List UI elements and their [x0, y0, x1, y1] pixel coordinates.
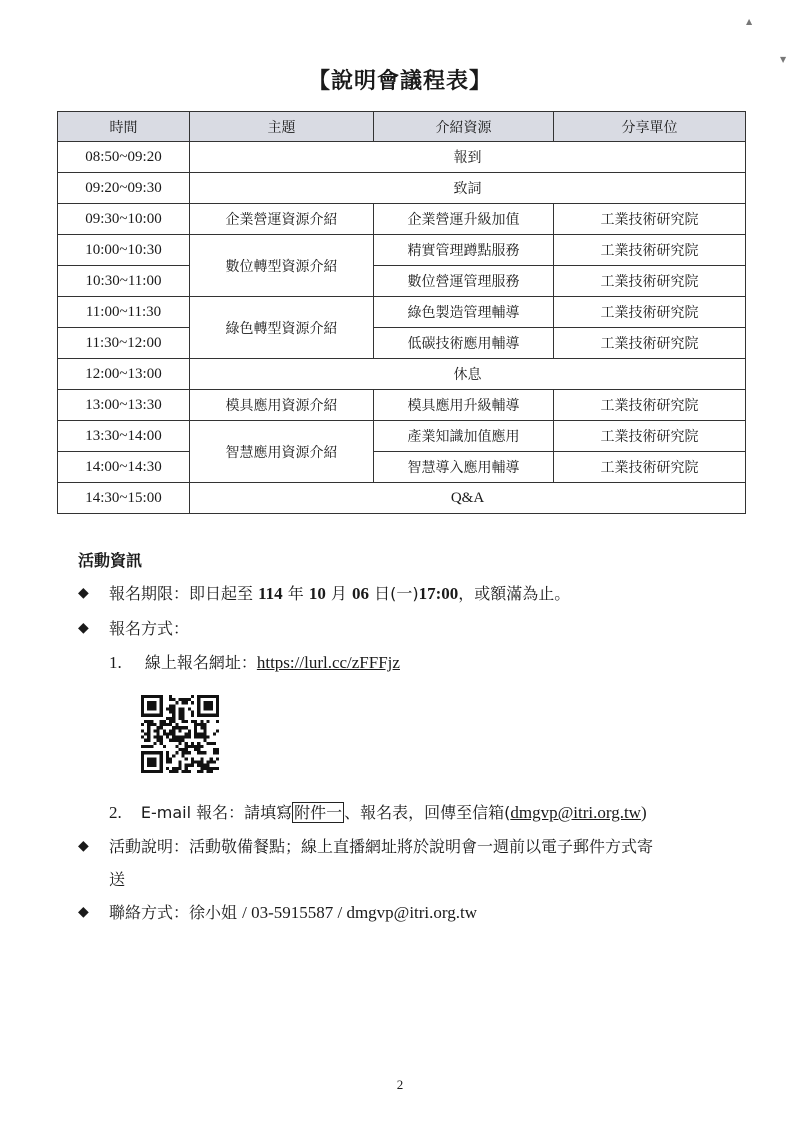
time-cell: 11:30~12:00 [58, 328, 190, 359]
table-row [58, 452, 746, 483]
table-row [58, 390, 746, 421]
item-2-number: 2. [109, 803, 122, 822]
topic-cell: 模具應用資源介紹 [190, 390, 374, 421]
deadline-month: 10 [308, 584, 326, 603]
scan-speck: ▼ [780, 55, 787, 64]
span-cell: Q&A [190, 483, 746, 514]
table-row [58, 204, 746, 235]
deadline-line [109, 581, 570, 604]
time-cell: 09:20~09:30 [58, 173, 190, 204]
deadline-month-unit: 月 [325, 584, 353, 603]
item-2-prefix: E-mail 報名：請填寫 [140, 803, 293, 822]
resource-cell: 企業營運升級加值 [374, 204, 554, 235]
resource-cell: 智慧導入應用輔導 [374, 452, 554, 483]
time-cell: 11:00~11:30 [58, 297, 190, 328]
method-item-2 [109, 800, 647, 823]
topic-cell: 企業營運資源介紹 [190, 204, 374, 235]
header-unit: 分享單位 [554, 112, 746, 142]
unit-cell: 工業技術研究院 [554, 452, 746, 483]
description-line-2: 送 [109, 870, 126, 889]
item-2-close: ) [640, 803, 647, 822]
time-cell: 08:50~09:20 [58, 142, 190, 173]
deadline-suffix: ，或額滿為止。 [458, 584, 571, 603]
agenda-table [57, 111, 746, 514]
attachment-one-box: 附件一 [294, 803, 343, 822]
time-cell: 10:00~10:30 [58, 235, 190, 266]
diamond-bullet-icon: ◆ [78, 904, 89, 920]
topic-cell: 綠色轉型資源介紹 [190, 297, 374, 359]
table-header-row [58, 112, 746, 142]
time-cell: 12:00~13:00 [58, 359, 190, 390]
contact-label: 聯絡方式：徐小姐 [109, 903, 243, 922]
scan-speck: ▲ [746, 17, 753, 26]
unit-cell: 工業技術研究院 [554, 266, 746, 297]
contact-line [109, 900, 477, 923]
table-row [58, 421, 746, 452]
resource-cell: 精實管理蹲點服務 [374, 235, 554, 266]
unit-cell: 工業技術研究院 [554, 421, 746, 452]
table-row [58, 235, 746, 266]
time-cell: 09:30~10:00 [58, 204, 190, 235]
registration-url-link[interactable]: https://lurl.cc/zFFFjz [256, 653, 400, 672]
item-1-label: 線上報名網址： [144, 653, 257, 672]
deadline-label: 報名期限：即日起至 [109, 584, 259, 603]
resource-cell: 模具應用升級輔導 [374, 390, 554, 421]
unit-cell: 工業技術研究院 [554, 297, 746, 328]
deadline-day-unit: 日(一) [369, 584, 419, 603]
unit-cell: 工業技術研究院 [554, 204, 746, 235]
deadline-year-unit: 年 [282, 584, 309, 603]
diamond-bullet-icon: ◆ [78, 838, 89, 854]
qr-code-image [141, 695, 219, 773]
unit-cell: 工業技術研究院 [554, 235, 746, 266]
resource-cell: 數位營運管理服務 [374, 266, 554, 297]
deadline-year: 114 [258, 584, 283, 603]
item-2-mid: 、報名表，回傳至信箱( [344, 803, 511, 822]
description-line-1: 活動說明：活動敬備餐點；線上直播網址將於說明會一週前以電子郵件方式寄 [109, 837, 654, 856]
info-heading: 活動資訊 [78, 551, 143, 570]
resource-cell: 低碳技術應用輔導 [374, 328, 554, 359]
resource-cell: 綠色製造管理輔導 [374, 297, 554, 328]
item-1-number: 1. [109, 653, 122, 672]
header-time: 時間 [58, 112, 190, 142]
resource-cell: 產業知識加值應用 [374, 421, 554, 452]
unit-cell: 工業技術研究院 [554, 390, 746, 421]
table-row [58, 266, 746, 297]
page-title: 【說明會議程表】 [307, 69, 492, 94]
span-cell: 休息 [190, 359, 746, 390]
topic-cell: 智慧應用資源介紹 [190, 421, 374, 483]
unit-cell: 工業技術研究院 [554, 328, 746, 359]
table-row [58, 173, 746, 204]
span-cell: 致詞 [190, 173, 746, 204]
diamond-bullet-icon: ◆ [78, 585, 89, 601]
topic-cell: 數位轉型資源介紹 [190, 235, 374, 297]
time-cell: 14:00~14:30 [58, 452, 190, 483]
table-row [58, 483, 746, 514]
deadline-time: 17:00 [418, 584, 459, 603]
span-cell: 報到 [190, 142, 746, 173]
time-cell: 13:30~14:00 [58, 421, 190, 452]
table-row [58, 142, 746, 173]
header-resource: 介紹資源 [374, 112, 554, 142]
page-number: 2 [396, 1077, 404, 1092]
table-row [58, 297, 746, 328]
contact-details: / 03-5915587 / dmgvp@itri.org.tw [242, 903, 478, 922]
diamond-bullet-icon: ◆ [78, 620, 89, 636]
time-cell: 13:00~13:30 [58, 390, 190, 421]
header-topic: 主題 [190, 112, 374, 142]
method-label: 報名方式： [109, 619, 190, 638]
email-link[interactable]: dmgvp@itri.org.tw [510, 803, 641, 822]
table-row [58, 328, 746, 359]
time-cell: 10:30~11:00 [58, 266, 190, 297]
deadline-day: 06 [352, 584, 370, 603]
time-cell: 14:30~15:00 [58, 483, 190, 514]
method-item-1 [109, 650, 400, 673]
table-row [58, 359, 746, 390]
